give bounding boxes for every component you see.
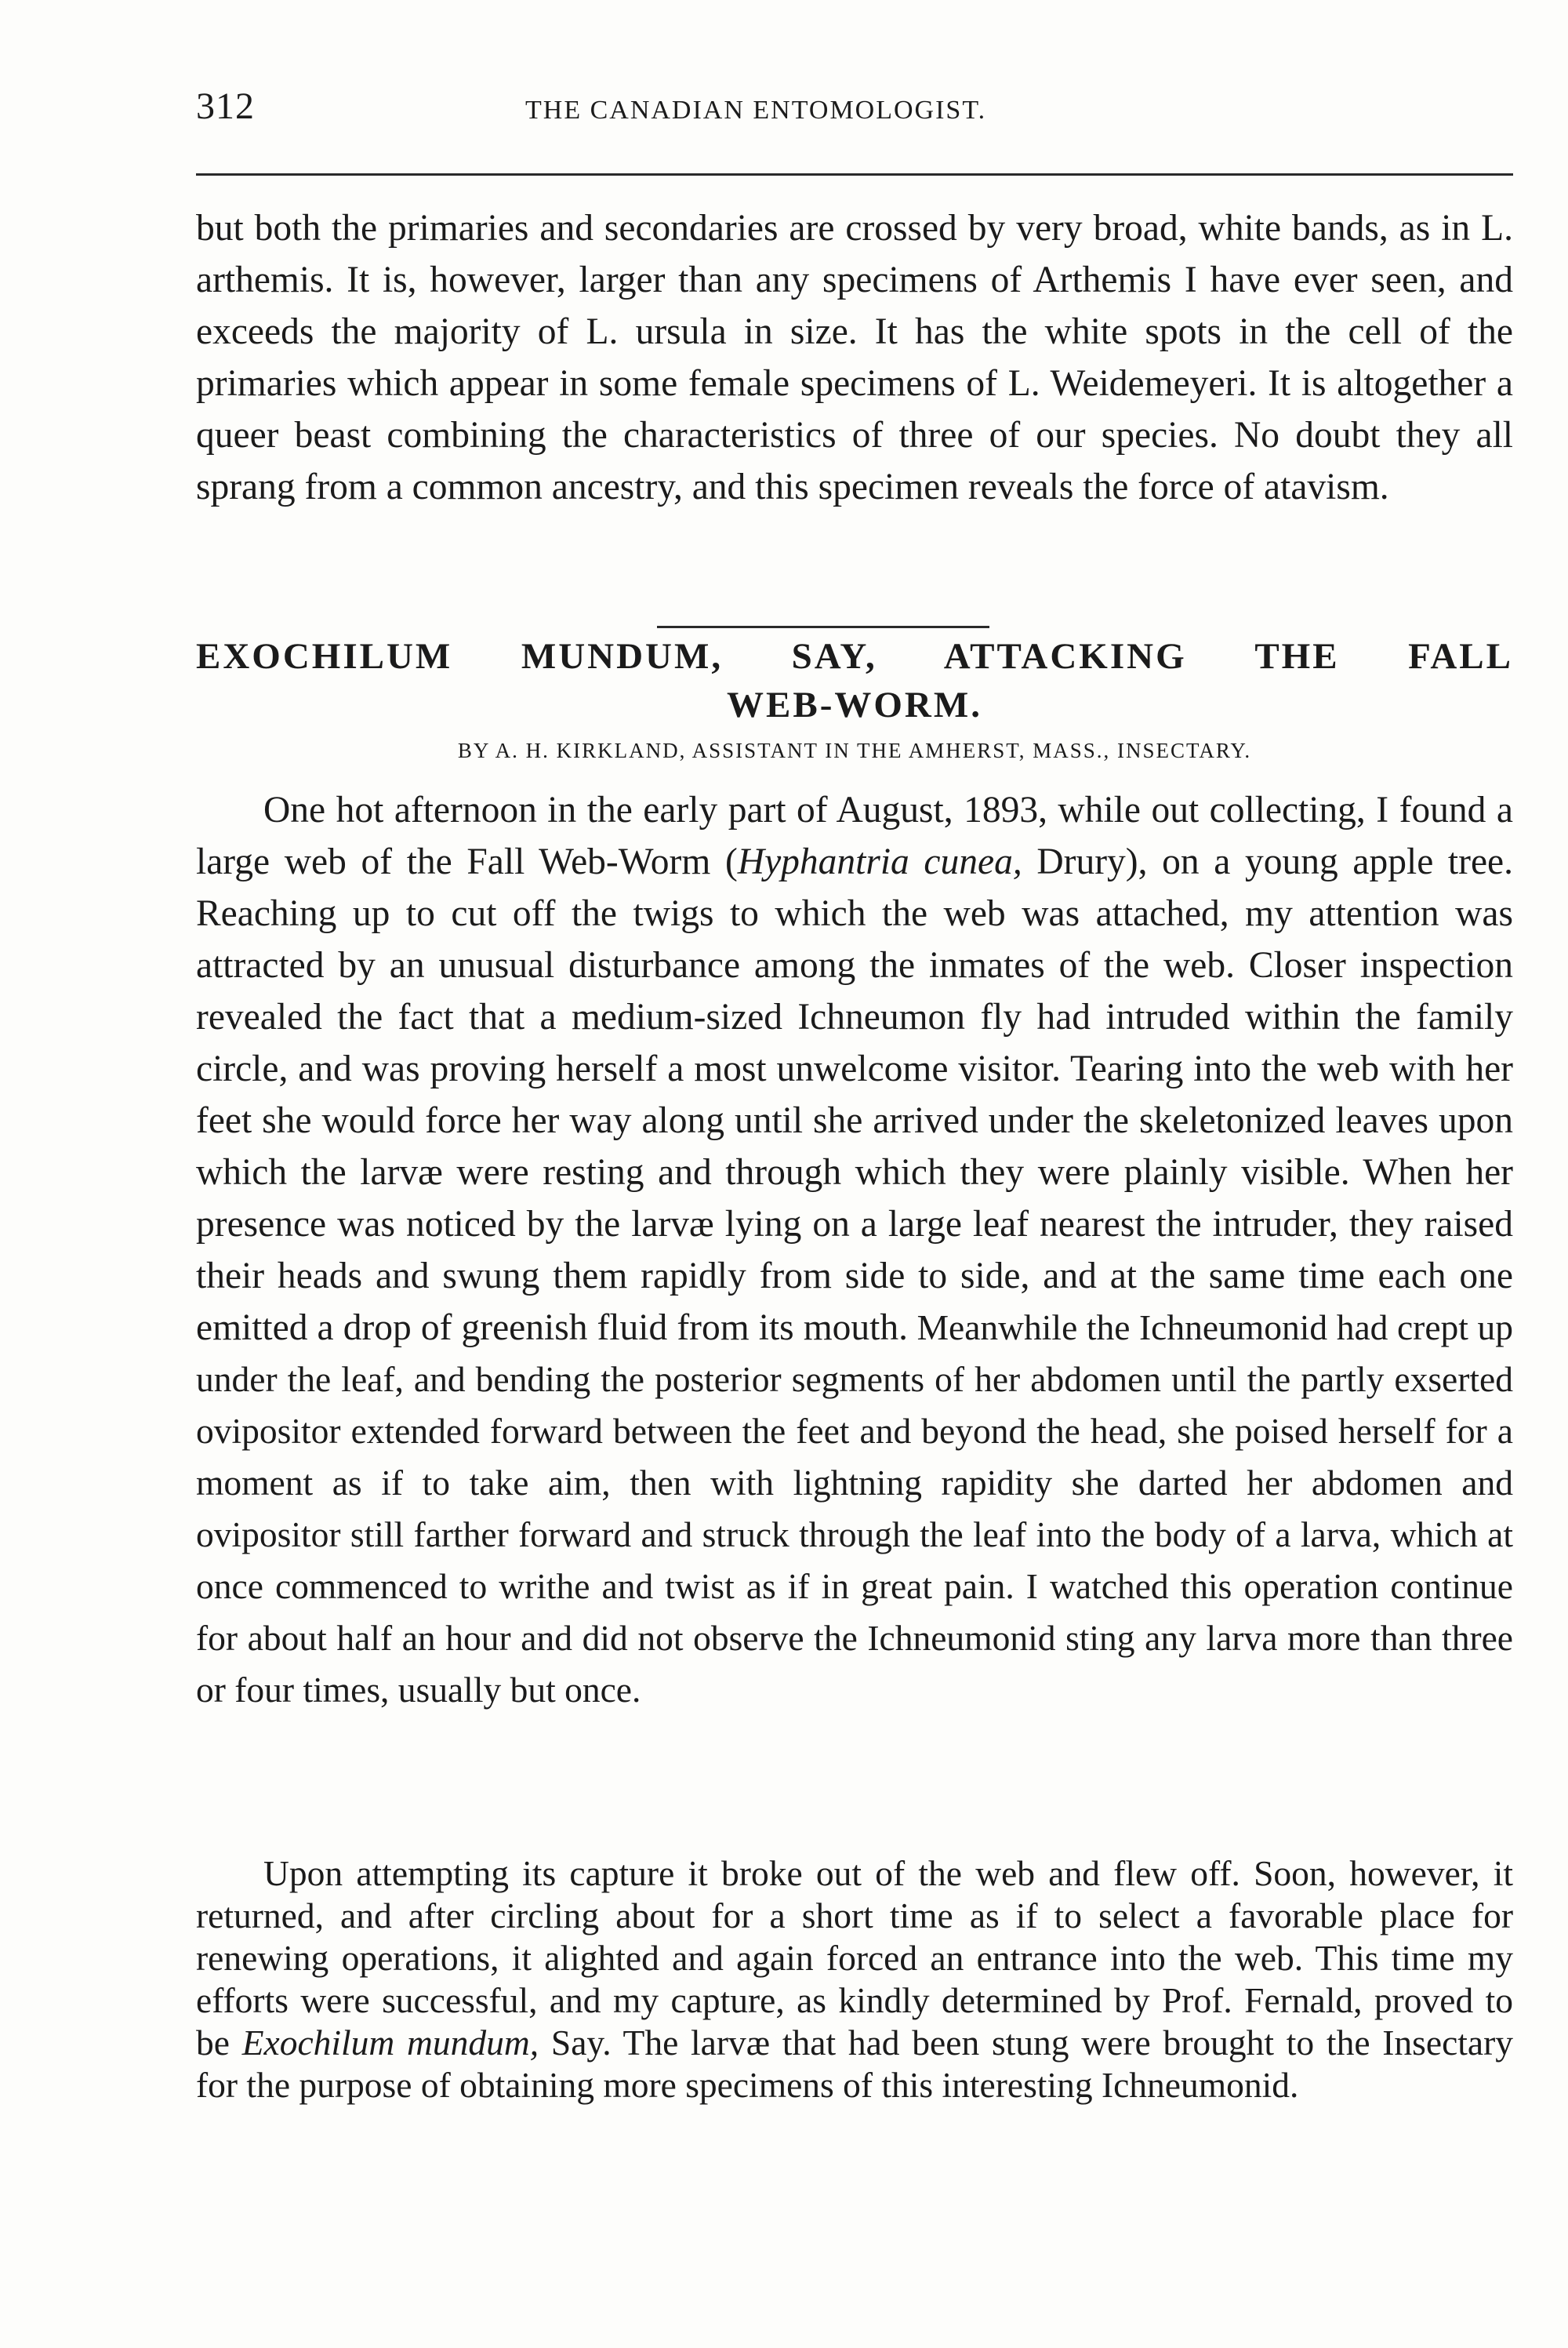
byline: BY A. H. KIRKLAND, ASSISTANT IN THE AMHERST, MASS., INSECTARY. <box>457 739 1252 762</box>
body-paragraph-1 <box>196 784 1513 1716</box>
paragraph-1-text-c: Meanwhile the Ichneumonid had crept up under the leaf, and bending the posterior segments of her abdomen until the partly exserted ovipositor extended forward between the feet and beyond the head, she poised herself for a moment as if to take aim, then with lightning rapidity she darted her abdomen and ovipositor still farther forward and struck through the leaf into the body of a larva, which at once commenced to writhe and twist as if in great pain. I watched this operation continue for about half an hour and did not observe the Ichneumonid sting any larva more than three or four times, usually but once. <box>196 1307 1514 1710</box>
paragraph-1-text-b: Drury), on a young apple tree. Reaching up to cut off the twigs to which the web was attached, my attention was attracted by an unusual disturbance among the inmates of the web. Closer inspection revealed the fact that a medium-sized Ichneumon fly had intruded within the family circle, and was proving herself a most unwelcome visitor. Tearing into the web with her feet she would force her way along until she arrived under the skeletonized leaves upon which the larvæ were resting and through which they were plainly visible. When her presence was noticed by the larvæ lying on a large leaf nearest the intruder, they raised their heads and swung them rapidly from side to side, and at the same time each one emitted a drop of greenish fluid from its mouth. <box>196 841 1513 1348</box>
journal-title: THE CANADIAN ENTOMOLOGIST. <box>525 96 987 125</box>
page-number: 312 <box>196 85 255 127</box>
species-name-hyphantria: Hyphantria cunea, <box>737 841 1022 882</box>
section-divider <box>657 626 989 628</box>
paragraph-2-text-b: Say. The larvæ that had been stung were brought to the Insectary for the purpose of obtaining more specimens of this interesting Ichneumonid. <box>196 2023 1514 2105</box>
article-title <box>196 632 1513 729</box>
header-rule <box>196 173 1513 176</box>
paragraph-2-text-a: Upon attempting its capture it broke out of the web and flew off. Soon, however, it returned, and after circling about for a short time as if to select a favorable place for renewing operations, it alighted and again forced an entrance into the web. This time my efforts were successful, and my capture, as kindly determined by Prof. Fernald, proved to be <box>196 1853 1513 2063</box>
continued-paragraph: but both the primaries and secondaries are crossed by very broad, white bands, as in L. arthemis. It is, however, larger than any specimens of Arthemis I have ever seen, and exceeds the majority of L. ursula in size. It has the white spots in the cell of the primaries which appear in some female specimens of L. Weidemeyeri. It is altogether a queer beast combining the characteristics of three of our species. No doubt they all sprang from a common ancestry, and this specimen reveals the force of atavism. <box>196 208 1513 507</box>
paragraph-1-text-a: One hot afternoon in the early part of August, 1893, while out collecting, I found a large web of the Fall Web-Worm ( <box>196 790 1513 882</box>
species-name-exochilum: Exochilum mundum, <box>241 2023 539 2063</box>
article-title-line-1: EXOCHILUM MUNDUM, SAY, ATTACKING THE FALL <box>196 636 1513 677</box>
body-paragraph-2 <box>196 1852 1513 2106</box>
running-head <box>196 85 1513 140</box>
article-title-line-2: WEB-WORM. <box>727 685 982 725</box>
